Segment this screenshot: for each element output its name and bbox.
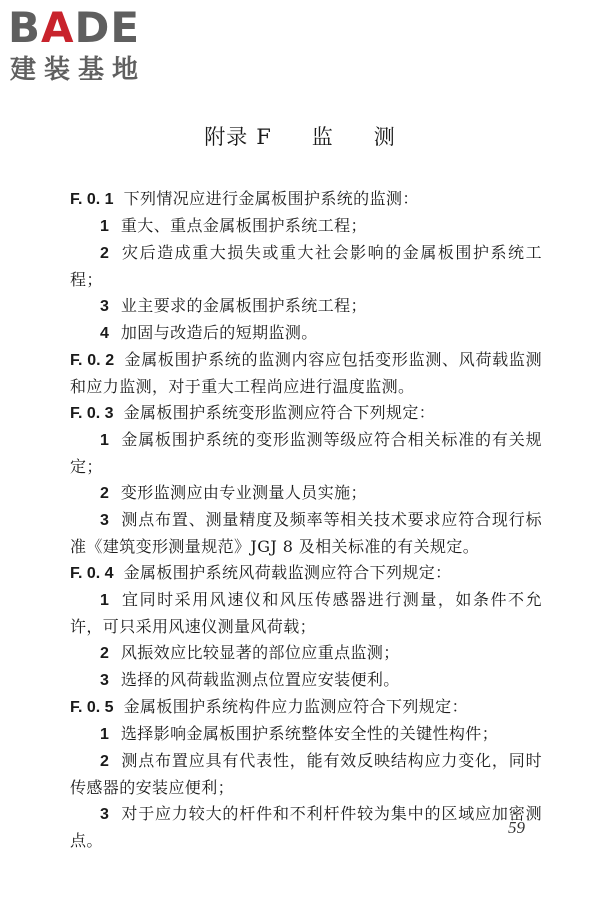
item-text: 测点布置应具有代表性，能有效反映结构应力变化，同时传感器的安装应便利；	[70, 751, 542, 797]
item-text: 加固与改造后的短期监测。	[120, 323, 318, 342]
clause-number: F. 0. 2	[70, 352, 115, 369]
clause-text: 金属板围护系统的监测内容应包括变形监测、风荷载监测和应力监测，对于重大工程尚应进行温度监测。	[70, 350, 542, 396]
title-word-1: 监	[311, 125, 334, 149]
item-text: 宜同时采用风速仪和风压传感器进行测量，如条件不允许，可只采用风速仪测量风荷载；	[70, 590, 542, 636]
item-number: 4	[100, 325, 109, 342]
clause-text: 下列情况应进行金属板围护系统的监测：	[123, 189, 419, 208]
page-title	[0, 122, 600, 152]
item-text: 选择影响金属板围护系统整体安全性的关键性构件；	[120, 724, 499, 743]
clause-text: 金属板围护系统变形监测应符合下列规定：	[123, 403, 436, 422]
clause-paragraph	[70, 560, 542, 587]
item-number: 2	[100, 245, 109, 262]
item-text: 金属板围护系统的变形监测等级应符合相关标准的有关规定；	[70, 430, 542, 476]
logo-letter-e: E	[110, 3, 141, 52]
item-paragraph	[70, 507, 542, 560]
item-text: 选择的风荷载监测点位置应安装便利。	[120, 670, 400, 689]
clause-number: F. 0. 4	[70, 565, 114, 582]
item-number: 1	[100, 218, 109, 235]
clause-paragraph	[70, 400, 542, 427]
clause-number: F. 0. 3	[70, 405, 114, 422]
item-number: 1	[100, 592, 109, 609]
item-paragraph	[70, 427, 542, 480]
item-number: 3	[100, 512, 109, 529]
item-number: 3	[100, 672, 109, 689]
item-text: 灾后造成重大损失或重大社会影响的金属板围护系统工程；	[70, 243, 542, 289]
item-paragraph	[70, 748, 542, 801]
clause-paragraph	[70, 186, 542, 213]
item-text: 重大、重点金属板围护系统工程；	[120, 216, 367, 235]
item-text: 测点布置、测量精度及频率等相关技术要求应符合现行标准《建筑变形测量规范》JGJ 8 及相关标准的有关规定。	[70, 510, 542, 556]
item-paragraph	[70, 801, 542, 854]
logo-subtitle: 建装基地	[10, 55, 147, 85]
item-number: 3	[100, 806, 109, 823]
item-paragraph	[70, 213, 542, 240]
item-paragraph	[70, 640, 542, 667]
clause-paragraph	[70, 694, 542, 721]
item-text: 变形监测应由专业测量人员实施；	[120, 483, 367, 502]
item-number: 3	[100, 298, 109, 315]
item-paragraph	[70, 721, 542, 748]
clause-paragraph	[70, 347, 542, 400]
logo-letter-b: B	[8, 3, 42, 52]
logo-wordmark	[8, 4, 140, 52]
item-paragraph	[70, 667, 542, 694]
item-text: 业主要求的金属板围护系统工程；	[120, 296, 367, 315]
item-paragraph	[70, 320, 542, 347]
clause-number: F. 0. 1	[70, 191, 114, 208]
logo-letter-a: A	[41, 3, 75, 52]
item-paragraph	[70, 240, 542, 293]
item-number: 2	[100, 645, 109, 662]
item-number: 1	[100, 726, 109, 743]
title-word-2: 测	[373, 125, 396, 149]
item-number: 2	[100, 753, 109, 770]
item-number: 1	[100, 432, 109, 449]
clause-text: 金属板围护系统风荷载监测应符合下列规定：	[123, 563, 452, 582]
item-text: 风振效应比较显著的部位应重点监测；	[120, 643, 400, 662]
title-prefix: 附录	[204, 125, 249, 149]
document-body	[70, 186, 542, 854]
bade-logo	[8, 4, 178, 88]
clause-number: F. 0. 5	[70, 699, 114, 716]
item-text: 对于应力较大的杆件和不利杆件较为集中的区域应加密测点。	[70, 804, 542, 850]
item-paragraph	[70, 480, 542, 507]
item-paragraph	[70, 293, 542, 320]
logo-letter-d: D	[74, 3, 111, 52]
page-number: 59	[508, 818, 525, 837]
title-letter: F	[256, 125, 272, 149]
clause-text: 金属板围护系统构件应力监测应符合下列规定：	[123, 697, 468, 716]
item-paragraph	[70, 587, 542, 640]
item-number: 2	[100, 485, 109, 502]
